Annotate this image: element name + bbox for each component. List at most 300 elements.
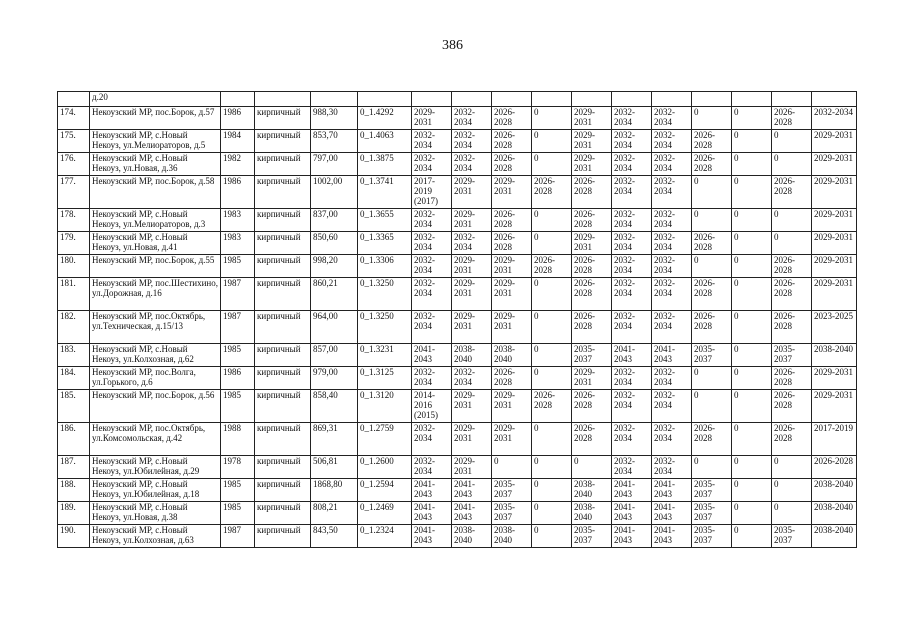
page-number: 386: [442, 38, 463, 53]
table-cell-c2: 2029-2031: [452, 176, 492, 209]
table-cell-year: 1985: [221, 255, 255, 278]
table-cell-c4: 2026-2028: [532, 176, 572, 209]
table-cell-c3: 2026-2028: [492, 209, 532, 232]
table-cell-c6: 2032-2034: [612, 209, 652, 232]
table-cell-year: 1986: [221, 107, 255, 130]
table-cell-c1: 2041-2043: [412, 479, 452, 502]
table-cell-area: 1868,80: [311, 479, 358, 502]
table-cell-mat: кирпичный: [255, 456, 311, 479]
table-cell-c10: 0: [772, 502, 812, 525]
table-cell-mat: кирпичный: [255, 311, 311, 344]
table-cell-c4: 0: [532, 209, 572, 232]
table-cell-area: 797,00: [311, 153, 358, 176]
table-cell-c1: 2032-2034: [412, 130, 452, 153]
table-cell-c10: 2026-2028: [772, 255, 812, 278]
table-cell-year: 1983: [221, 232, 255, 255]
table-cell-area: 979,00: [311, 367, 358, 390]
table-cell-c6: 2041-2043: [612, 525, 652, 548]
table-cell-c1: 2032-2034: [412, 153, 452, 176]
table-cell-year: 1987: [221, 525, 255, 548]
table-cell-c4: 0: [532, 232, 572, 255]
table-cell-c9: 0: [732, 502, 772, 525]
table-cell-n: 182.: [58, 311, 90, 344]
table-cell-c11: 2023-2025: [812, 311, 857, 344]
table-cell-c11: 2017-2019: [812, 423, 857, 456]
table-cell-idx: 0_1.2469: [358, 502, 412, 525]
table-cell-addr: Некоузский МР, пос.Борок, д.55: [90, 255, 221, 278]
table-cell-c1: 2041-2043: [412, 344, 452, 367]
table-cell-c6: 2032-2034: [612, 278, 652, 311]
table-cell-year: 1982: [221, 153, 255, 176]
table-cell-addr: Некоузский МР, пос.Октябрь, ул.Техническая, д.15/13: [90, 311, 221, 344]
table-cell-mat: кирпичный: [255, 278, 311, 311]
table-cell-addr: Некоузский МР, с.Новый Некоуз, ул.Мелиораторов, д.3: [90, 209, 221, 232]
table-cell-c2: 2032-2034: [452, 367, 492, 390]
table-cell-c10: 2026-2028: [772, 390, 812, 423]
table-cell-c10: 2026-2028: [772, 107, 812, 130]
table-cell-c10: 2035-2037: [772, 525, 812, 548]
table-cell-c4: 2026-2028: [532, 390, 572, 423]
table-cell-n: 175.: [58, 130, 90, 153]
table-cell-c7: 2032-2034: [652, 107, 692, 130]
table-cell-c1: 2032-2034: [412, 456, 452, 479]
table-cell-c9: 0: [732, 153, 772, 176]
table-cell-c7: 2041-2043: [652, 344, 692, 367]
table-cell-c7: 2041-2043: [652, 479, 692, 502]
table-cell-c5: 2026-2028: [572, 390, 612, 423]
table-cell-c3: 2026-2028: [492, 153, 532, 176]
table-cell-idx: 0_1.2324: [358, 525, 412, 548]
table-row: [58, 423, 857, 456]
table-cell-addr: Некоузский МР, с.Новый Некоуз, ул.Новая, д.41: [90, 232, 221, 255]
table-cell-c11: 2029-2031: [812, 367, 857, 390]
table-cell-idx: 0_1.3120: [358, 390, 412, 423]
table-cell-idx: 0_1.2594: [358, 479, 412, 502]
table-cell-c4: 0: [532, 423, 572, 456]
table-cell-n: 180.: [58, 255, 90, 278]
table-cell-idx: 0_1.2600: [358, 456, 412, 479]
table-cell-c4: 0: [532, 153, 572, 176]
table-cell-n: 183.: [58, 344, 90, 367]
table-cell-c7: 2032-2034: [652, 390, 692, 423]
table-cell-mat: кирпичный: [255, 232, 311, 255]
table-cell-area: 858,40: [311, 390, 358, 423]
table-row: [58, 255, 857, 278]
table-cell-c8: 0: [692, 107, 732, 130]
table-cell-area: 869,31: [311, 423, 358, 456]
continuation-row: [58, 92, 857, 107]
table-cell-c3: 2029-2031: [492, 255, 532, 278]
table-cell-c9: 0: [732, 525, 772, 548]
table-cell-c5: 2035-2037: [572, 344, 612, 367]
table-cell-c6: 2032-2034: [612, 390, 652, 423]
table-cell-n: 186.: [58, 423, 90, 456]
table-cell-c5: 2038-2040: [572, 502, 612, 525]
table-cell-addr: Некоузский МР, пос.Борок, д.57: [90, 107, 221, 130]
table-cell-c9: 0: [732, 209, 772, 232]
table-cell-idx: 0_1.3250: [358, 278, 412, 311]
table-cell-mat: кирпичный: [255, 423, 311, 456]
table-cell-c2: 2032-2034: [452, 107, 492, 130]
table-cell-c10: 2026-2028: [772, 278, 812, 311]
table-cell-year: 1988: [221, 423, 255, 456]
table-cell-idx: 0_1.3655: [358, 209, 412, 232]
table-cell-c1: 2032-2034: [412, 423, 452, 456]
table-cell-c11: 2038-2040: [812, 479, 857, 502]
table-cell-c5: 2026-2028: [572, 176, 612, 209]
table-cell-area: 506,81: [311, 456, 358, 479]
table-cell-c8: 0: [692, 390, 732, 423]
table-cell-year: 1986: [221, 176, 255, 209]
table-cell-c8: 0: [692, 367, 732, 390]
table-cell-c11: 2029-2031: [812, 209, 857, 232]
table-cell-c1: 2032-2034: [412, 311, 452, 344]
table-cell-c7: 2041-2043: [652, 502, 692, 525]
table-cell-c6: 2032-2034: [612, 130, 652, 153]
table-cell-c7: 2032-2034: [652, 367, 692, 390]
table-cell-year: 1983: [221, 209, 255, 232]
table-cell-c10: 0: [772, 479, 812, 502]
table-cell-c6: 2041-2043: [612, 479, 652, 502]
table-cell-c7: 2032-2034: [652, 153, 692, 176]
table-cell-c3: 2038-2040: [492, 525, 532, 548]
table-cell-c5: 2038-2040: [572, 479, 612, 502]
table-cell-c2: 2029-2031: [452, 423, 492, 456]
table-cell-c9: 0: [732, 456, 772, 479]
table-cell-c10: 2026-2028: [772, 367, 812, 390]
table-cell-mat: кирпичный: [255, 209, 311, 232]
table-cell-c7: 2032-2034: [652, 232, 692, 255]
table-cell-c9: 0: [732, 176, 772, 209]
table-cell-idx: 0_1.4292: [358, 107, 412, 130]
table-cell-mat: кирпичный: [255, 344, 311, 367]
table-cell-year: 1987: [221, 311, 255, 344]
table-cell-area: 860,21: [311, 278, 358, 311]
table-cell-addr: Некоузский МР, пос.Октябрь, ул.Комсомольская, д.42: [90, 423, 221, 456]
table-row: [58, 525, 857, 548]
table-cell-c2: 2029-2031: [452, 278, 492, 311]
table-cell-n: 190.: [58, 525, 90, 548]
table-cell-c3: 2026-2028: [492, 232, 532, 255]
table-cell-year: 1985: [221, 390, 255, 423]
table-cell-area: 964,00: [311, 311, 358, 344]
table-cell-n: 189.: [58, 502, 90, 525]
table-cell-c7: 2032-2034: [652, 456, 692, 479]
table-cell-c1: 2032-2034: [412, 255, 452, 278]
table-row: [58, 367, 857, 390]
table-cell-c3: 2026-2028: [492, 367, 532, 390]
table-cell-c11: 2038-2040: [812, 525, 857, 548]
table-cell-c7: 2032-2034: [652, 278, 692, 311]
table-cell-c10: 2026-2028: [772, 176, 812, 209]
table-cell-mat: кирпичный: [255, 153, 311, 176]
table-cell-addr: Некоузский МР, с.Новый Некоуз, ул.Новая, д.36: [90, 153, 221, 176]
table-cell-area: 1002,00: [311, 176, 358, 209]
table-cell-addr: Некоузский МР, пос.Шестихино, ул.Дорожная, д.16: [90, 278, 221, 311]
table-cell-mat: кирпичный: [255, 502, 311, 525]
table-cell-mat: кирпичный: [255, 255, 311, 278]
table-cell-c10: 2026-2028: [772, 311, 812, 344]
table-cell-c2: 2032-2034: [452, 153, 492, 176]
table-cell-c2: 2041-2043: [452, 502, 492, 525]
table-cell-mat: кирпичный: [255, 107, 311, 130]
table-cell-addr: Некоузский МР, с.Новый Некоуз, ул.Колхозная, д.62: [90, 344, 221, 367]
table-cell-mat: кирпичный: [255, 390, 311, 423]
table-cell-c8: 0: [692, 209, 732, 232]
table-cell-c3: 2038-2040: [492, 344, 532, 367]
table-cell-c7: 2032-2034: [652, 255, 692, 278]
table-cell-c2: 2029-2031: [452, 255, 492, 278]
table-row: [58, 390, 857, 423]
table-cell-c6: 2032-2034: [612, 456, 652, 479]
table-cell-c4: 0: [532, 367, 572, 390]
table-cell-year: 1985: [221, 479, 255, 502]
table-cell-n: 174.: [58, 107, 90, 130]
table-cell-area: 843,50: [311, 525, 358, 548]
table-cell-c8: 2026-2028: [692, 278, 732, 311]
table-cell-c6: 2032-2034: [612, 311, 652, 344]
table-cell-c3: 2029-2031: [492, 311, 532, 344]
table-cell-c1: 2041-2043: [412, 525, 452, 548]
table-cell-c4: 0: [532, 107, 572, 130]
table-cell-area: 850,60: [311, 232, 358, 255]
table-cell-c10: 0: [772, 456, 812, 479]
table-cell-addr: Некоузский МР, с.Новый Некоуз, ул.Юбилейная, д.29: [90, 456, 221, 479]
table-cell-c11: 2029-2031: [812, 176, 857, 209]
table-cell-c8: 2026-2028: [692, 232, 732, 255]
table-cell-c2: 2038-2040: [452, 344, 492, 367]
table-cell-c11: 2029-2031: [812, 130, 857, 153]
table-cell-n: 178.: [58, 209, 90, 232]
table-cell-c10: 2026-2028: [772, 423, 812, 456]
table-cell-c3: 2029-2031: [492, 278, 532, 311]
table-cell-c5: 2029-2031: [572, 367, 612, 390]
table-cell-c6: 2032-2034: [612, 153, 652, 176]
table-cell-c9: 0: [732, 390, 772, 423]
table-row: [58, 153, 857, 176]
table-cell-n: 188.: [58, 479, 90, 502]
table-cell-area: 998,20: [311, 255, 358, 278]
table-cell-c6: 2032-2034: [612, 255, 652, 278]
table-cell-idx: 0_1.3875: [358, 153, 412, 176]
table-cell-c10: 0: [772, 130, 812, 153]
table-cell-c8: 2026-2028: [692, 311, 732, 344]
table-cell-c3: 2035-2037: [492, 479, 532, 502]
table-cell-area: 853,70: [311, 130, 358, 153]
table-cell-n: 181.: [58, 278, 90, 311]
table-cell-c5: 2026-2028: [572, 278, 612, 311]
table-cell-c9: 0: [732, 344, 772, 367]
table-cell-c2: 2029-2031: [452, 311, 492, 344]
table-cell-c11: 2038-2040: [812, 502, 857, 525]
table-cell-c4: 0: [532, 525, 572, 548]
table-cell-c8: 2035-2037: [692, 525, 732, 548]
table-cell-c1: 2032-2034: [412, 278, 452, 311]
table-cell-n: 187.: [58, 456, 90, 479]
table-cell-c9: 0: [732, 367, 772, 390]
table-cell-idx: 0_1.3125: [358, 367, 412, 390]
table-cell-c8: 2035-2037: [692, 344, 732, 367]
table-cell-c5: 0: [572, 456, 612, 479]
table-cell-c10: 2035-2037: [772, 344, 812, 367]
table-cell-c1: 2032-2034: [412, 367, 452, 390]
table-cell-addr: Некоузский МР, пос.Борок, д.58: [90, 176, 221, 209]
table-cell-c6: 2032-2034: [612, 367, 652, 390]
table-cell-addr: Некоузский МР, пос.Волга, ул.Горького, д.6: [90, 367, 221, 390]
table-cell-idx: 0_1.3231: [358, 344, 412, 367]
table-cell-area: 837,00: [311, 209, 358, 232]
table-cell-c9: 0: [732, 311, 772, 344]
table-cell-c7: 2032-2034: [652, 209, 692, 232]
table-cell-c8: 0: [692, 255, 732, 278]
table-cell-c8: 2035-2037: [692, 479, 732, 502]
table-cell-c4: 0: [532, 311, 572, 344]
table-cell-c8: 0: [692, 176, 732, 209]
table-cell-c11: 2032-2034: [812, 107, 857, 130]
table-cell-c10: 0: [772, 153, 812, 176]
table-row: [58, 502, 857, 525]
table-row: [58, 107, 857, 130]
table-cell-idx: 0_1.3365: [358, 232, 412, 255]
table-row: [58, 344, 857, 367]
table-cell-c1: 2017-2019 (2017): [412, 176, 452, 209]
table-cell-c5: 2029-2031: [572, 232, 612, 255]
table-cell-addr: Некоузский МР, пос.Борок, д.56: [90, 390, 221, 423]
table-cell-c5: 2026-2028: [572, 209, 612, 232]
table-cell-c11: 2026-2028: [812, 456, 857, 479]
continuation-text: д.20: [90, 92, 221, 107]
table-row: [58, 456, 857, 479]
table-cell-c4: 0: [532, 130, 572, 153]
table-cell-c1: 2032-2034: [412, 209, 452, 232]
table-cell-c11: 2029-2031: [812, 255, 857, 278]
table-cell-c5: 2026-2028: [572, 311, 612, 344]
table-cell-c9: 0: [732, 107, 772, 130]
table-cell-c3: 2029-2031: [492, 423, 532, 456]
table-cell-n: 179.: [58, 232, 90, 255]
table-cell-n: 184.: [58, 367, 90, 390]
table-cell-c5: 2029-2031: [572, 130, 612, 153]
table-cell-c3: 2029-2031: [492, 176, 532, 209]
table-cell-addr: Некоузский МР, с.Новый Некоуз, ул.Колхозная, д.63: [90, 525, 221, 548]
table-cell-c3: 2026-2028: [492, 107, 532, 130]
table-cell-mat: кирпичный: [255, 525, 311, 548]
table-cell-c3: 0: [492, 456, 532, 479]
table-cell-c9: 0: [732, 423, 772, 456]
table-cell-c2: 2029-2031: [452, 209, 492, 232]
table-cell-mat: кирпичный: [255, 130, 311, 153]
table-cell-c7: 2032-2034: [652, 130, 692, 153]
table-cell-c4: 2026-2028: [532, 255, 572, 278]
table-cell-area: 808,21: [311, 502, 358, 525]
table-cell-c6: 2041-2043: [612, 344, 652, 367]
table-cell-year: 1978: [221, 456, 255, 479]
table-cell-c2: 2029-2031: [452, 456, 492, 479]
table-cell-addr: Некоузский МР, с.Новый Некоуз, ул.Мелиораторов, д.5: [90, 130, 221, 153]
table-cell-mat: кирпичный: [255, 479, 311, 502]
table-cell-c5: 2035-2037: [572, 525, 612, 548]
table-cell-c11: 2029-2031: [812, 278, 857, 311]
table-cell-c11: 2029-2031: [812, 390, 857, 423]
table-cell-n: 177.: [58, 176, 90, 209]
table-cell-c8: 2026-2028: [692, 153, 732, 176]
table-cell-c9: 0: [732, 278, 772, 311]
table-cell-c7: 2041-2043: [652, 525, 692, 548]
table-cell-c5: 2029-2031: [572, 153, 612, 176]
table-cell-c11: 2029-2031: [812, 232, 857, 255]
table-row: [58, 311, 857, 344]
table-cell-year: 1985: [221, 344, 255, 367]
table-cell-year: 1985: [221, 502, 255, 525]
table-cell-year: 1986: [221, 367, 255, 390]
table-cell-c6: 2032-2034: [612, 232, 652, 255]
table-cell-c4: 0: [532, 479, 572, 502]
table-row: [58, 176, 857, 209]
table-cell-c4: 0: [532, 344, 572, 367]
table-cell-c7: 2032-2034: [652, 423, 692, 456]
table-cell-c2: 2032-2034: [452, 232, 492, 255]
table-row: [58, 479, 857, 502]
table-cell-c6: 2032-2034: [612, 176, 652, 209]
table-cell-c7: 2032-2034: [652, 311, 692, 344]
table-cell-c2: 2041-2043: [452, 479, 492, 502]
table-cell-c2: 2038-2040: [452, 525, 492, 548]
table-cell-idx: 0_1.3250: [358, 311, 412, 344]
table-cell-c4: 0: [532, 278, 572, 311]
table-cell-n: 185.: [58, 390, 90, 423]
table-cell-area: 988,30: [311, 107, 358, 130]
table-row: [58, 278, 857, 311]
table-cell-c3: 2029-2031: [492, 390, 532, 423]
table-cell-c5: 2029-2031: [572, 107, 612, 130]
table-cell-c10: 0: [772, 209, 812, 232]
table-cell-mat: кирпичный: [255, 367, 311, 390]
table-cell-c9: 0: [732, 255, 772, 278]
table-cell-c8: 2035-2037: [692, 502, 732, 525]
table-cell-area: 857,00: [311, 344, 358, 367]
table-cell-year: 1984: [221, 130, 255, 153]
table-cell-c6: 2032-2034: [612, 423, 652, 456]
table-cell-c7: 2032-2034: [652, 176, 692, 209]
table-cell-c4: 0: [532, 502, 572, 525]
table-cell-c9: 0: [732, 130, 772, 153]
table-cell-c2: 2032-2034: [452, 130, 492, 153]
table-cell-c9: 0: [732, 232, 772, 255]
table-cell-c10: 0: [772, 232, 812, 255]
table-row: [58, 232, 857, 255]
table-cell-addr: Некоузский МР, с.Новый Некоуз, ул.Юбилейная, д.18: [90, 479, 221, 502]
table-cell-c11: 2029-2031: [812, 153, 857, 176]
table-cell-c1: 2029-2031: [412, 107, 452, 130]
table-cell-c6: 2041-2043: [612, 502, 652, 525]
table-cell-idx: 0_1.2759: [358, 423, 412, 456]
table-cell-c8: 2026-2028: [692, 423, 732, 456]
table-cell-c5: 2026-2028: [572, 255, 612, 278]
table-cell-idx: 0_1.4063: [358, 130, 412, 153]
table-cell-n: 176.: [58, 153, 90, 176]
table-cell-c1: 2041-2043: [412, 502, 452, 525]
table-cell-c4: 0: [532, 456, 572, 479]
table-cell-mat: кирпичный: [255, 176, 311, 209]
table-cell-c3: 2026-2028: [492, 130, 532, 153]
table-cell-c2: 2029-2031: [452, 390, 492, 423]
table-cell-c1: 2014-2016 (2015): [412, 390, 452, 423]
table-cell-c3: 2035-2037: [492, 502, 532, 525]
table-row: [58, 209, 857, 232]
table-cell-c9: 0: [732, 479, 772, 502]
table-cell-c8: 0: [692, 456, 732, 479]
table-cell-idx: 0_1.3306: [358, 255, 412, 278]
